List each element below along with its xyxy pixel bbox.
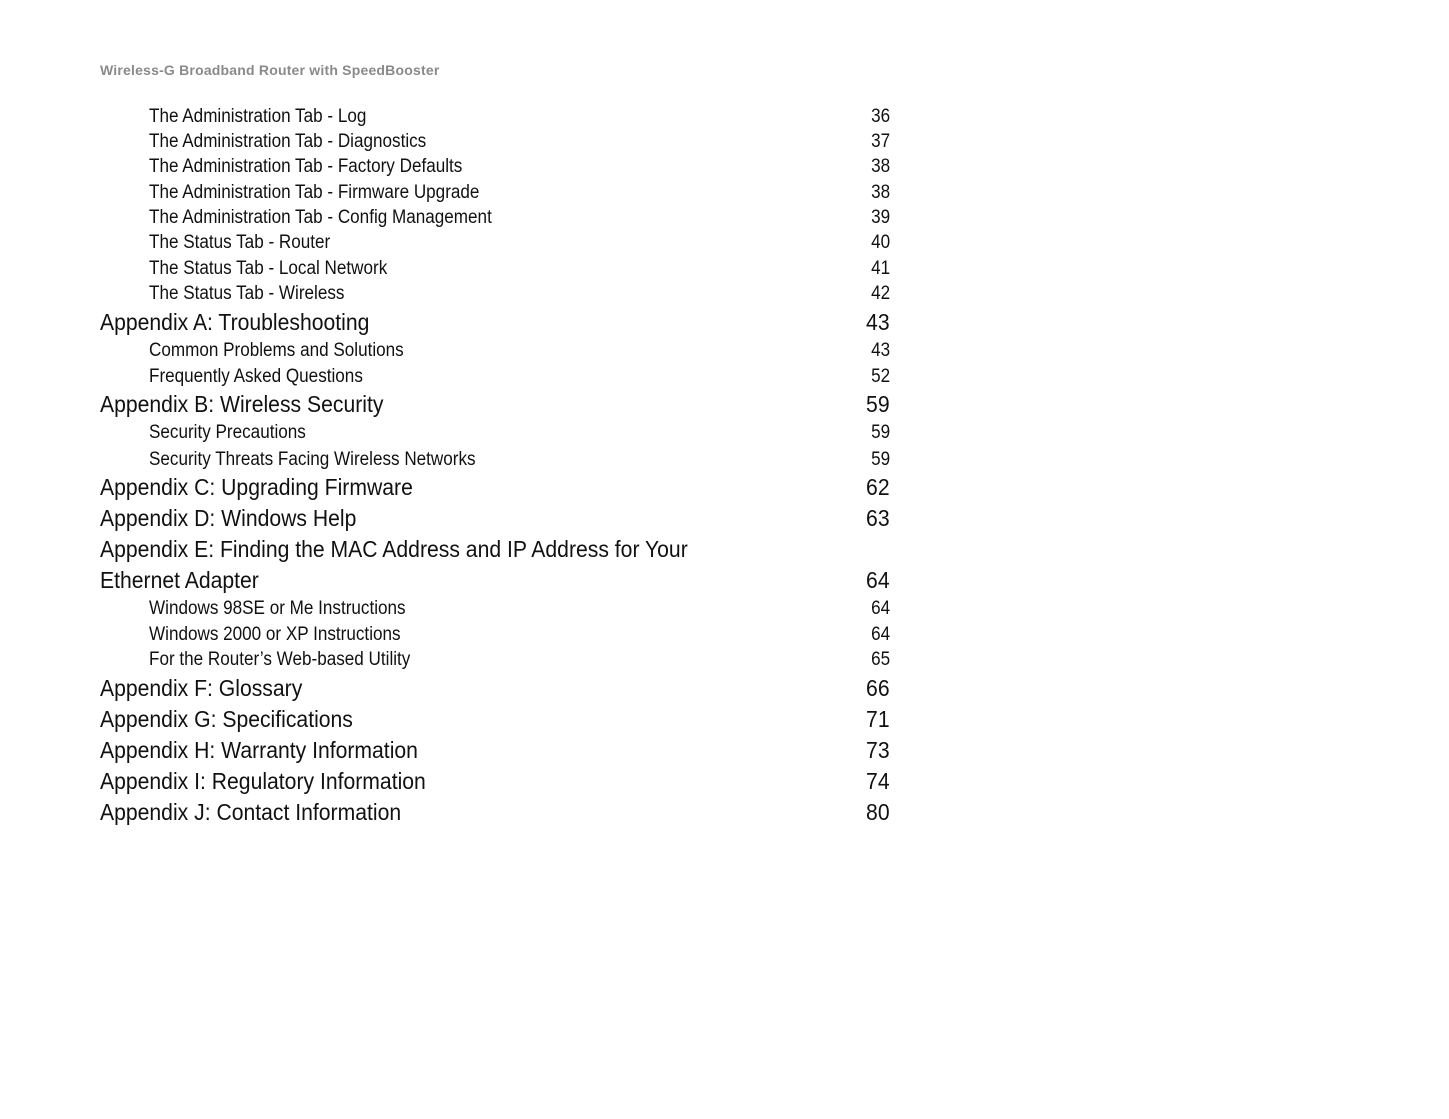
toc-entry-title: The Administration Tab - Config Management xyxy=(149,207,492,228)
toc-entry[interactable] xyxy=(0,106,1449,130)
toc-entry-title: Appendix G: Specifications xyxy=(100,706,353,732)
toc-entry-title: Appendix D: Windows Help xyxy=(100,505,357,531)
toc-entry-title: Ethernet Adapter xyxy=(100,567,259,593)
toc-entry[interactable] xyxy=(0,536,1449,564)
toc-entry[interactable] xyxy=(0,258,1449,282)
toc-entry[interactable] xyxy=(0,624,1449,648)
toc-entry[interactable] xyxy=(0,799,1449,827)
toc-entry[interactable] xyxy=(0,675,1449,703)
toc-entry[interactable] xyxy=(0,309,1449,337)
toc-entry-title: The Status Tab - Wireless xyxy=(149,283,345,304)
toc-entry-page: 62 xyxy=(866,474,890,500)
toc-entry-title: Common Problems and Solutions xyxy=(149,340,404,361)
toc-entry-page: 43 xyxy=(866,309,890,335)
toc-entry-page: 52 xyxy=(870,366,890,387)
toc-entry[interactable] xyxy=(0,737,1449,765)
toc-entry-page: 37 xyxy=(870,131,890,152)
toc-entry-page: 73 xyxy=(866,737,890,763)
toc-entry-page: 38 xyxy=(870,182,890,203)
toc-entry-page: 42 xyxy=(870,283,890,304)
toc-entry[interactable] xyxy=(0,131,1449,155)
toc-entry[interactable] xyxy=(0,366,1449,390)
toc-entry-page: 40 xyxy=(870,232,890,253)
toc-entry-page: 43 xyxy=(870,340,890,361)
toc-entry[interactable] xyxy=(0,422,1449,446)
toc-entry-title: The Administration Tab - Factory Defaults xyxy=(149,156,463,177)
toc-entry[interactable] xyxy=(0,505,1449,533)
toc-entry[interactable] xyxy=(0,340,1449,364)
toc-entry-page: 59 xyxy=(870,449,890,470)
toc-entry-title: Security Threats Facing Wireless Networks xyxy=(149,449,476,470)
toc-entry-page: 59 xyxy=(866,391,890,417)
toc-entry-title: Appendix J: Contact Information xyxy=(100,799,402,825)
toc-entry-title: Appendix I: Regulatory Information xyxy=(100,768,426,794)
toc-entry-page: 36 xyxy=(870,106,890,127)
toc-entry[interactable] xyxy=(0,182,1449,206)
toc-entry[interactable] xyxy=(0,391,1449,419)
toc-entry-title: Frequently Asked Questions xyxy=(149,366,363,387)
toc-entry-page: 38 xyxy=(870,156,890,177)
toc-entry-page: 63 xyxy=(866,505,890,531)
toc-entry-page: 59 xyxy=(870,422,890,443)
toc-entry[interactable] xyxy=(0,232,1449,256)
toc-entry-page: 65 xyxy=(870,649,890,670)
toc-entry-title: Appendix B: Wireless Security xyxy=(100,391,384,417)
toc-entry-title: Windows 98SE or Me Instructions xyxy=(149,598,406,619)
toc-entry-page: 80 xyxy=(866,799,890,825)
toc-entry-page: 39 xyxy=(870,207,890,228)
toc-entry-page: 66 xyxy=(866,675,890,701)
toc-entry-page: 41 xyxy=(870,258,890,279)
toc-entry[interactable] xyxy=(0,706,1449,734)
toc-entry-title: Appendix E: Finding the MAC Address and IP Address for Your xyxy=(100,536,688,562)
toc-entry[interactable] xyxy=(0,474,1449,502)
toc-entry-title: The Status Tab - Router xyxy=(149,232,331,253)
toc-entry[interactable] xyxy=(0,649,1449,673)
toc-entry-page: 64 xyxy=(866,567,890,593)
toc-entry-title: Windows 2000 or XP Instructions xyxy=(149,624,401,645)
toc-entry[interactable] xyxy=(0,768,1449,796)
toc-entry-title: Appendix F: Glossary xyxy=(100,675,303,701)
toc-entry-page: 64 xyxy=(870,624,890,645)
toc-entry[interactable] xyxy=(0,449,1449,473)
toc-entry-title: The Administration Tab - Log xyxy=(149,106,367,127)
toc-entry-page: 71 xyxy=(866,706,890,732)
toc-entry-title: The Administration Tab - Diagnostics xyxy=(149,131,427,152)
toc-entry[interactable] xyxy=(0,598,1449,622)
toc-entry-title: Security Precautions xyxy=(149,422,306,443)
toc-entry-page: 64 xyxy=(870,598,890,619)
running-header: Wireless-G Broadband Router with SpeedBooster xyxy=(100,62,440,78)
toc-entry-title: Appendix C: Upgrading Firmware xyxy=(100,474,413,500)
toc-entry-title: Appendix A: Troubleshooting xyxy=(100,309,370,335)
toc-entry-page: 74 xyxy=(866,768,890,794)
toc-entry[interactable] xyxy=(0,207,1449,231)
toc-entry[interactable] xyxy=(0,283,1449,307)
toc-entry-title: The Status Tab - Local Network xyxy=(149,258,388,279)
toc-entry-title: The Administration Tab - Firmware Upgrade xyxy=(149,182,480,203)
toc-entry[interactable] xyxy=(0,567,1449,595)
toc-entry-title: For the Router’s Web-based Utility xyxy=(149,649,411,670)
toc-entry[interactable] xyxy=(0,156,1449,180)
toc-entry-title: Appendix H: Warranty Information xyxy=(100,737,418,763)
